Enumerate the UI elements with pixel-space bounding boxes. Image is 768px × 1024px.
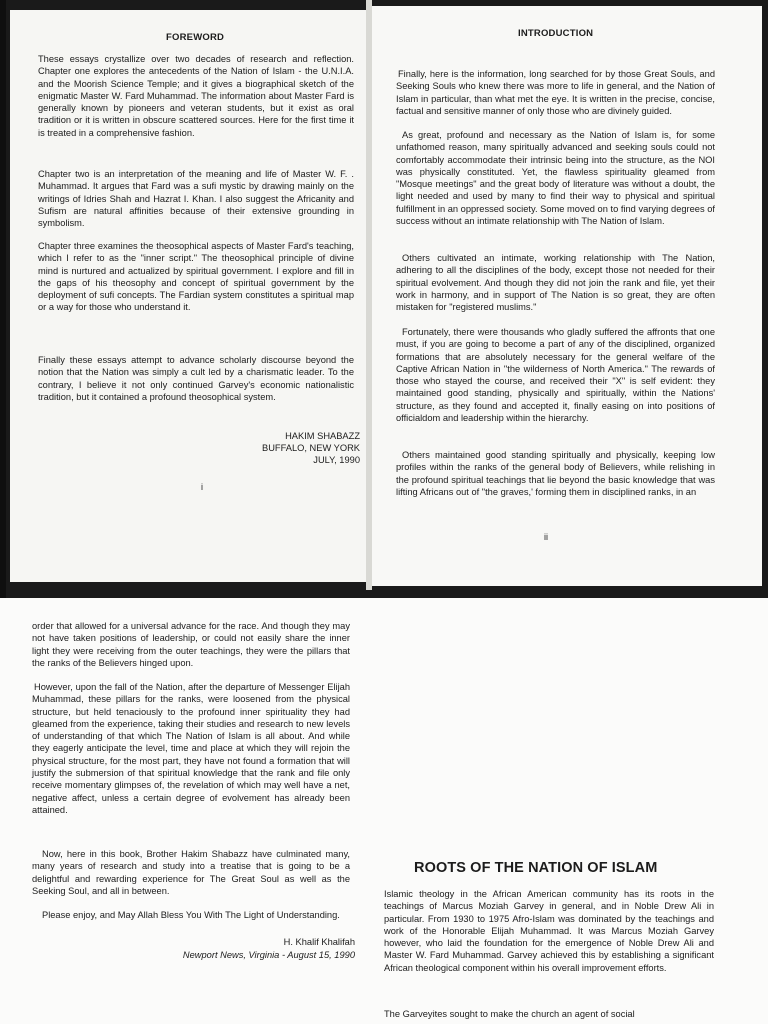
continuation-signature-name: H. Khalif Khalifah	[283, 937, 355, 947]
roots-paragraph-1: Islamic theology in the African American community has its roots in the teachings of Marcus Moziah Garvey in general, and in Noble Drew Ali in particular. From 1930 to 1975 Afro-Islam was dominated by the teachings and work of the Honorable Elijah Muhammad. It was Marcus Moziah Garvey however, who laid the foundation for the emergence of Noble Drew Ali and Master W. Fard Muhammad. Garvey achieved this by establishing a significant African theological component within his overall improvement efforts.	[384, 889, 714, 973]
roots-paragraph-2: The Garveyites sought to make the church an agent of social	[384, 1009, 635, 1019]
continuation-signature-place: Newport News, Virginia - August 15, 1990	[182, 950, 355, 960]
continuation-paragraph-3: Now, here in this book, Brother Hakim Shabazz have culminated many, many years of research and study into a treatise that is going to be a delightful and rewarding experience for The Great Soul as well as the Seeking Soul, and all in between.	[32, 849, 350, 896]
foreword-paragraph-2: Chapter two is an interpretation of the meaning and life of Master W. F. . Muhammad. It argues that Fard was a sufi mystic by drawing mainly on the writings of Idries Shah and Hazrat I. Khan. I also suggest the Africanity and Sufism are natural affinities because of their extensive grounding in symbolism.	[38, 169, 354, 229]
foreword-paragraph-3: Chapter three examines the theosophical aspects of Master Fard's teaching, which I refer to as the "inner script." The theosophical principle of divine mind is nurtured and actualized by spiritual government. I explore and fill in the gaps of his theosophy and concept of spiritual government by the deployment of sufi concepts. The Fardian system constitutes a spiritual map or a way for those who understand it.	[38, 241, 354, 313]
foreword-paragraph-1: These essays crystallize over two decades of research and reflection. Chapter one explores the antecedents of the Nation of Islam - the U.N.I.A. and the Moorish Science Temple; and it gives a biographical sketch of the enigmatic Master W. Fard Muhammad. The information about Master Fard is generally known by pioneers and veteran students, but it exist as oral tradition or it is written in obscure scattered sources. Here for the first time it is treated in a comprehensive fashion.	[38, 54, 354, 138]
page-number-ii: ii	[544, 532, 548, 542]
continuation-paragraph-4: Please enjoy, and May Allah Bless You With The Light of Understanding.	[42, 910, 340, 920]
introduction-paragraph-2: As great, profound and necessary as the Nation of Islam is, for some unfathomed reason, many spiritually advanced and seeking souls could not comfortably accommodate their intrinsic being into the structure, as the NOI was physically constituted. Yet, the flawless spirituality gleamed from "Mosque meetings" and the great body of literature was without a doubt, the light needed and used by many to find their way to physical and spiritual fulfillment in an oppressed society. Some moved on to find varying degrees of success without an intimate relationship with The Nation of Islam.	[396, 130, 715, 227]
lower-spread	[0, 598, 768, 1024]
signature-name: HAKIM SHABAZZ	[285, 431, 360, 441]
foreword-title: FOREWORD	[166, 32, 225, 43]
scan-left-edge	[0, 0, 6, 598]
introduction-paragraph-4: Fortunately, there were thousands who gladly suffered the affronts that one must, if you are going to become a part of any of the disciplined, organized formations that are absolutely necessary for the general welfare of the Captive African Nation in "the wilderness of North America." The rewards of those who stayed the course, and received their "X" is self evident: they maintained good standing, physically and spiritually, within the Nations' structure, as they found and accepted it, finally easing on into positions of officialdom and leadership within the hierarchy.	[396, 327, 715, 424]
introduction-title: INTRODUCTION	[518, 28, 594, 39]
page-foreword	[10, 10, 368, 582]
continuation-paragraph-1: order that allowed for a universal advance for the race. And though they may not have taken positions of leadership, or could not easily share the inner light they were receiving from the outer teachings, they were the pillars that the ranks of the Believers hinged upon.	[32, 621, 350, 668]
signature-date: JULY, 1990	[313, 455, 360, 466]
chapter-title: ROOTS OF THE NATION OF ISLAM	[414, 860, 658, 876]
page-introduction	[372, 6, 762, 586]
introduction-paragraph-3: Others cultivated an intimate, working relationship with The Nation, adhering to all the disciplines of the body, except those not needed for their spiritual evolvement. And though they did not join the rank and file, yet their work in harmony, and in support of The Nation is so great, they are often mistaken for "registered muslims."	[396, 253, 715, 313]
page-number-i: i	[201, 482, 203, 492]
foreword-paragraph-4: Finally these essays attempt to advance scholarly discourse beyond the notion that the Nation was simply a cult led by a charismatic leader. To the contrary, I believe it not only continued Garvey's economic nationalistic tradition, but it contained a profound theosophical system.	[38, 355, 354, 402]
introduction-paragraph-1: Finally, here is the information, long searched for by those Great Souls, and Seeking Souls who knew there was more to life in general, and the Nation of Islam in particular, than what met the eye. It is written in the precise, concise, factual and sensitive manner of only those who are divinely guided.	[396, 69, 715, 116]
introduction-paragraph-5: Others maintained good standing spiritually and physically, keeping low profiles within the ranks of the general body of Believers, while relishing in the profound spiritual teachings that lie beyond the basic knowledge that was lifting Africans out of "the graves,' forming them in disciplined ranks, in an	[396, 450, 715, 497]
signature-place: BUFFALO, NEW YORK	[262, 443, 360, 454]
continuation-paragraph-2: However, upon the fall of the Nation, after the departure of Messenger Elijah Muhammad, these pillars for the ranks, were loosened from the physical structure, but held tenaciously to the profound inner spirituality they had gleamed from the experience, taking their studies and research to new levels of understanding of that which The Nation of Islam is all about. And while they eagerly anticipate the level, time and place at which they will rejoin the physical structure, for the most part, they have not found a formation that will justify the submersion of that spiritual knowledge that the rank and file only receive momentary glimpses of, the revelation of which may well have a net, negative affect, unless a certain degree of evolvement has already been attained.	[32, 682, 350, 815]
foreword-signature	[160, 430, 360, 467]
